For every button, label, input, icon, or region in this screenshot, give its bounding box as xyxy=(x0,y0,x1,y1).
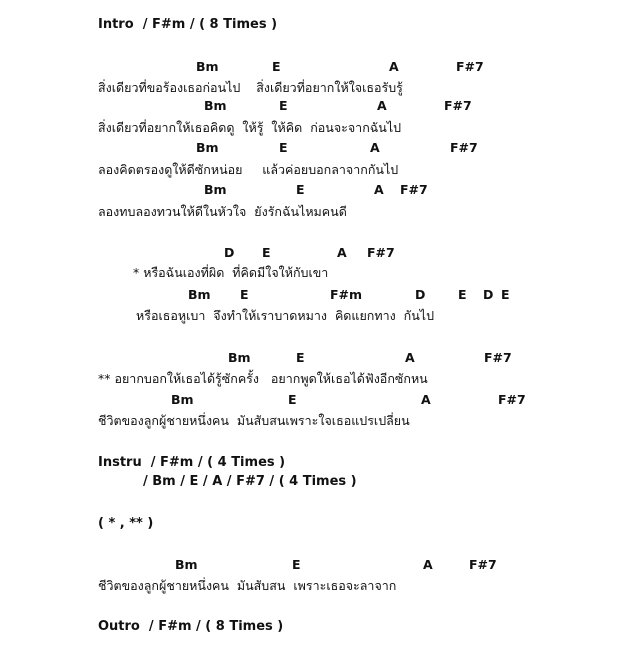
chord: E xyxy=(272,59,281,74)
chord: F#7 xyxy=(450,140,478,155)
chord: E xyxy=(292,557,301,572)
lyric-line: ลองทบลองทวนให้ดีในหัวใจ ยังรักฉันไหมคนดี xyxy=(98,204,347,219)
chord: Bm xyxy=(196,59,219,74)
chord: E xyxy=(296,350,305,365)
chord: A xyxy=(374,182,384,197)
chord: E xyxy=(279,98,288,113)
chord: Bm xyxy=(188,287,211,302)
chord: Bm xyxy=(175,557,198,572)
chord: E xyxy=(458,287,467,302)
chord: F#7 xyxy=(456,59,484,74)
chord: A xyxy=(389,59,399,74)
chord-line xyxy=(0,245,620,261)
chord: Bm xyxy=(171,392,194,407)
chord: A xyxy=(377,98,387,113)
chord: Bm xyxy=(196,140,219,155)
outro-line: Outro / F#m / ( 8 Times ) xyxy=(98,619,284,634)
lyric-line: ** อยากบอกให้เธอได้รู้ซักครั้ง อยากพูดให้เธอได้ฟังอีกซักหน xyxy=(98,371,428,386)
chord: Bm xyxy=(228,350,251,365)
lyric-line: สิ่งเดียวที่ขอร้องเธอก่อนไป สิ่งเดียวที่อยากให้ใจเธอรับรู้ xyxy=(98,80,403,95)
chord: E xyxy=(288,392,297,407)
chord: A xyxy=(370,140,380,155)
intro-line: Intro / F#m / ( 8 Times ) xyxy=(98,17,278,32)
chord: A xyxy=(337,245,347,260)
chord-line xyxy=(0,59,620,75)
lyric-line: หรือเธอหูเบา จึงทำให้เราบาดหมาง คิดแยกทาง กันไป xyxy=(136,308,435,323)
instru-line: Instru / F#m / ( 4 Times ) xyxy=(98,455,286,470)
lyric-line: ลองคิดตรองดูให้ดีซักหน่อย แล้วค่อยบอกลาจากกันไป xyxy=(98,162,399,177)
lyric-line: ชีวิตของลูกผู้ชายหนึ่งคน มันสับสนเพราะใจเธอแปรเปลี่ยน xyxy=(98,413,410,428)
chord: F#m xyxy=(330,287,363,302)
lyric-line: สิ่งเดียวที่อยากให้เธอคิดดู ให้รู้ ให้คิด ก่อนจะจากฉันไป xyxy=(98,120,402,135)
chord: E xyxy=(296,182,305,197)
chord: D xyxy=(483,287,494,302)
chord: F#7 xyxy=(469,557,497,572)
chord: Bm xyxy=(204,98,227,113)
chord: E xyxy=(501,287,510,302)
chord: F#7 xyxy=(444,98,472,113)
chord: E xyxy=(262,245,271,260)
repeat-marker: ( * , ** ) xyxy=(98,516,154,531)
chord: A xyxy=(423,557,433,572)
chord: F#7 xyxy=(484,350,512,365)
chord: A xyxy=(421,392,431,407)
chord: D xyxy=(415,287,426,302)
chord-line xyxy=(0,392,620,408)
chord: D xyxy=(224,245,235,260)
instru-line-2: / Bm / E / A / F#7 / ( 4 Times ) xyxy=(143,474,357,489)
chord-line xyxy=(0,287,620,303)
lyric-line: ชีวิตของลูกผู้ชายหนึ่งคน มันสับสน เพราะเธอจะลาจาก xyxy=(98,578,397,593)
lyric-line: * หรือฉันเองที่ผิด ที่คิดมีใจให้กับเขา xyxy=(133,265,329,280)
chord-line xyxy=(0,350,620,366)
chord: E xyxy=(240,287,249,302)
chord: F#7 xyxy=(367,245,395,260)
chord: F#7 xyxy=(400,182,428,197)
chord-line xyxy=(0,557,620,573)
chord-line xyxy=(0,98,620,114)
chord: E xyxy=(279,140,288,155)
chord: Bm xyxy=(204,182,227,197)
chord-line xyxy=(0,182,620,198)
chord: A xyxy=(405,350,415,365)
chord-line xyxy=(0,140,620,156)
chord: F#7 xyxy=(498,392,526,407)
